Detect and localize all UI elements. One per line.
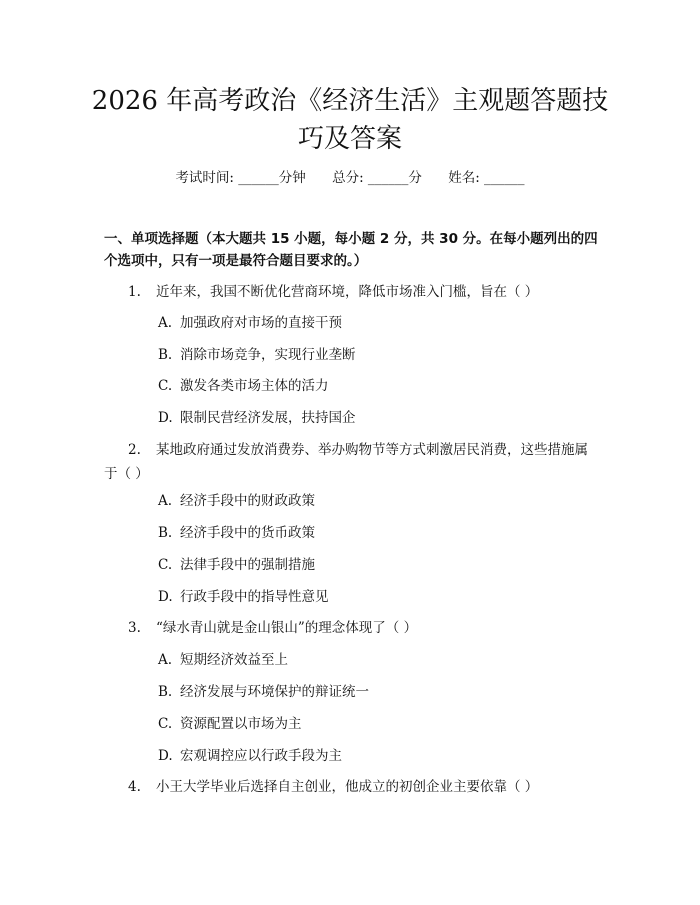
question-number: 3. [128, 620, 141, 636]
option-letter: C. [158, 716, 173, 732]
title-line-1: 2026 年高考政治《经济生活》主观题答题技 [91, 86, 609, 116]
option-letter: A. [158, 493, 173, 509]
question-number: 4. [128, 779, 141, 795]
option-letter: B. [158, 684, 173, 700]
question-1 [104, 280, 598, 304]
option-2c [158, 555, 598, 575]
option-letter: D. [158, 589, 173, 605]
option-1a [158, 313, 598, 333]
option-2b [158, 523, 598, 543]
document-title [60, 82, 640, 158]
title-line-2: 巧及答案 [297, 124, 402, 154]
option-text: 限制民营经济发展，扶持国企 [180, 410, 356, 426]
option-text: 短期经济效益至上 [180, 652, 288, 668]
question-text: 某地政府通过发放消费券、举办购物节等方式刺激居民消费，这些措施属于（ ） [104, 442, 588, 482]
option-1d [158, 408, 598, 428]
exam-info [0, 168, 700, 188]
option-2a [158, 491, 598, 511]
option-text: 经济手段中的货币政策 [180, 525, 315, 541]
question-3 [104, 616, 598, 640]
option-letter: A. [158, 315, 173, 331]
option-letter: C. [158, 378, 173, 394]
option-3a [158, 650, 598, 670]
exam-time-field: 考试时间: ______分钟 [175, 170, 306, 186]
option-1b [158, 345, 598, 365]
option-3b [158, 682, 598, 702]
option-2d [158, 587, 598, 607]
section-heading: 一、单项选择题（本大题共 15 小题，每小题 2 分，共 30 分。在每小题列出的四个选项中，只有一项是最符合题目要求的。） [104, 231, 598, 269]
question-text: 近年来，我国不断优化营商环境，降低市场准入门槛，旨在（ ） [156, 284, 539, 300]
option-text: 经济手段中的财政政策 [180, 493, 315, 509]
option-3d [158, 746, 598, 766]
option-letter: D. [158, 748, 173, 764]
option-text: 资源配置以市场为主 [180, 716, 302, 732]
option-text: 激发各类市场主体的活力 [180, 378, 329, 394]
question-4 [104, 775, 598, 799]
question-text: “绿水青山就是金山银山”的理念体现了（ ） [156, 620, 418, 636]
option-letter: B. [158, 347, 173, 363]
option-3c [158, 714, 598, 734]
option-text: 消除市场竞争，实现行业垄断 [180, 347, 356, 363]
question-2 [104, 438, 598, 486]
name-field: 姓名: ______ [448, 170, 525, 186]
question-text: 小王大学毕业后选择自主创业，他成立的初创企业主要依靠（ ） [156, 779, 539, 795]
option-text: 行政手段中的指导性意见 [180, 589, 329, 605]
option-text: 加强政府对市场的直接干预 [180, 315, 342, 331]
option-letter: B. [158, 525, 173, 541]
option-letter: C. [158, 557, 173, 573]
option-letter: A. [158, 652, 173, 668]
option-text: 宏观调控应以行政手段为主 [180, 748, 342, 764]
question-number: 1. [128, 284, 141, 300]
total-score-field: 总分: ______分 [332, 170, 422, 186]
option-1c [158, 376, 598, 396]
option-text: 法律手段中的强制措施 [180, 557, 315, 573]
option-letter: D. [158, 410, 173, 426]
question-number: 2. [128, 442, 141, 458]
option-text: 经济发展与环境保护的辩证统一 [180, 684, 369, 700]
